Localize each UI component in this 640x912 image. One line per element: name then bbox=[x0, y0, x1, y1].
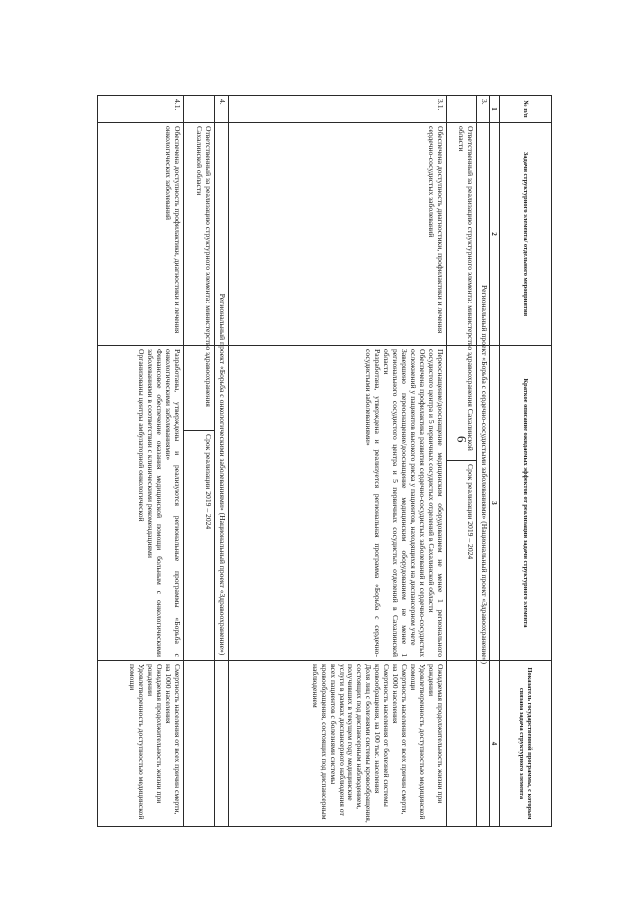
effect-3-1-item: Завершено переоснащение/дооснащение медицинским оборудованием не менее 1 регионального сосудистого центра и 5 первичных сосудистых отделений в Сахалинской области bbox=[382, 349, 410, 657]
section3-responsible: Ответственный за реализацию структурного элемента: министерство здравоохранения Сахалинской области bbox=[457, 126, 475, 451]
task-3-1-effects bbox=[229, 346, 445, 660]
indicator-4-1-item: Смертность населения от всех причин смерти, на 1000 населения bbox=[164, 664, 182, 815]
header-task: Задачи структурного элемента/ отдельного мероприятия bbox=[522, 151, 530, 317]
effect-4-1-item: Организованы центры амбулаторной онкологической bbox=[137, 349, 147, 522]
effect-4-1-item: Финансовое обеспечение оказания медицинской помощи больным с онкологическими заболеваниями в соответствии с клиническими рекомендациями bbox=[146, 349, 165, 657]
task-4-1-description: Обеспечена доступность профилактики, диагностики и лечения онкологических заболеваний bbox=[164, 126, 182, 334]
indicator-3-1-item: Удовлетворенность доступностью медицинской помощи bbox=[409, 664, 428, 820]
page-number: 9 bbox=[454, 436, 469, 443]
effect-3-1-item: Разработана, утверждена и реализуется региональная программа «Борьба с сердечно-сосудистыми заболеваниями» bbox=[364, 349, 383, 657]
table-border-top bbox=[551, 95, 552, 826]
header-number: № п/п bbox=[522, 100, 530, 118]
header-indicator: Показатель государственной программы, с которым связана задача структурного элемента bbox=[518, 667, 534, 820]
col-number-2: 2 bbox=[490, 232, 498, 236]
indicator-3-1-item: Ожидаемая продолжительность жизни при рождении bbox=[427, 664, 445, 804]
section3-title: Региональный проект «Борьба с сердечно-сосудистыми заболеваниями» (Национальный проект «Здравоохранение») bbox=[480, 285, 489, 664]
effect-3-1-item: Переоснащение/дооснащение медицинским оборудованием не менее 1 регионального сосудистого центра и 5 первичных сосудистых отделений в Сахалинской области bbox=[427, 349, 445, 657]
task-4-1-effects bbox=[98, 346, 182, 660]
section4-title: Региональный проект «Борьба с онкологическими заболеваниями» (Национальный проект «Здравоохранение») bbox=[218, 293, 227, 656]
section4-number: 4. bbox=[218, 99, 227, 105]
indicator-3-1-item: Смертность населения от всех причин смерти, на 1000 населения bbox=[391, 664, 410, 815]
task-3-1-indicators bbox=[229, 661, 445, 826]
header-effects: Краткое описание ожидаемых эффектов от реализации задачи структурного элемента bbox=[522, 378, 530, 628]
section3-number: 3. bbox=[480, 99, 489, 105]
section4-term: Срок реализации 2019 – 2024 bbox=[204, 434, 213, 530]
indicator-3-1-item: Смертность населения от болезней системы кровообращения, на 100 тыс. населения bbox=[373, 664, 392, 807]
section3-term: Срок реализации 2019 – 2024 bbox=[466, 464, 475, 560]
table-border-right bbox=[97, 826, 552, 827]
indicator-4-1-item: Удовлетворенность доступностью медицинской помощи bbox=[128, 664, 147, 820]
effect-4-1-item: Разработаны, утверждены и реализуются региональные программы «Борьба с онкологическими заболеваниями» bbox=[164, 349, 182, 657]
task-3-1-number: 3.1. bbox=[436, 99, 445, 111]
task-3-1-description: Обеспечена доступность диагностики, профилактики и лечения сердечно-сосудистых заболеваний bbox=[427, 126, 445, 334]
effect-3-1-item: Обеспечена профилактика развития сердечно-сосудистых заболеваний и сердечно-сосудистых осложнений у пациентов высокого риска у пациентов, находящихся на диспансерном учете bbox=[409, 349, 428, 657]
section4-responsible: Ответственный за реализацию структурного элемента: министерство здравоохранения Сахалинской области bbox=[195, 126, 213, 407]
col-number-3: 3 bbox=[490, 501, 498, 505]
task-4-1-number: 4.1. bbox=[173, 99, 182, 111]
col-number-4: 4 bbox=[490, 741, 498, 746]
indicator-3-1-item: Доля лиц с болезнями системы кровообращения, состоящих под диспансерным наблюдением, получивших в текущем году медицинские услуги в рамках диспансерного наблюдения от всех пациентов с болезнями системы кровообращения, состоящих под диспансерным наблюдением bbox=[310, 664, 374, 823]
indicator-4-1-item: Ожидаемая продолжительность жизни при рождении bbox=[146, 664, 165, 804]
col-number-1: 1 bbox=[490, 107, 498, 111]
task-4-1-indicators bbox=[98, 661, 182, 826]
